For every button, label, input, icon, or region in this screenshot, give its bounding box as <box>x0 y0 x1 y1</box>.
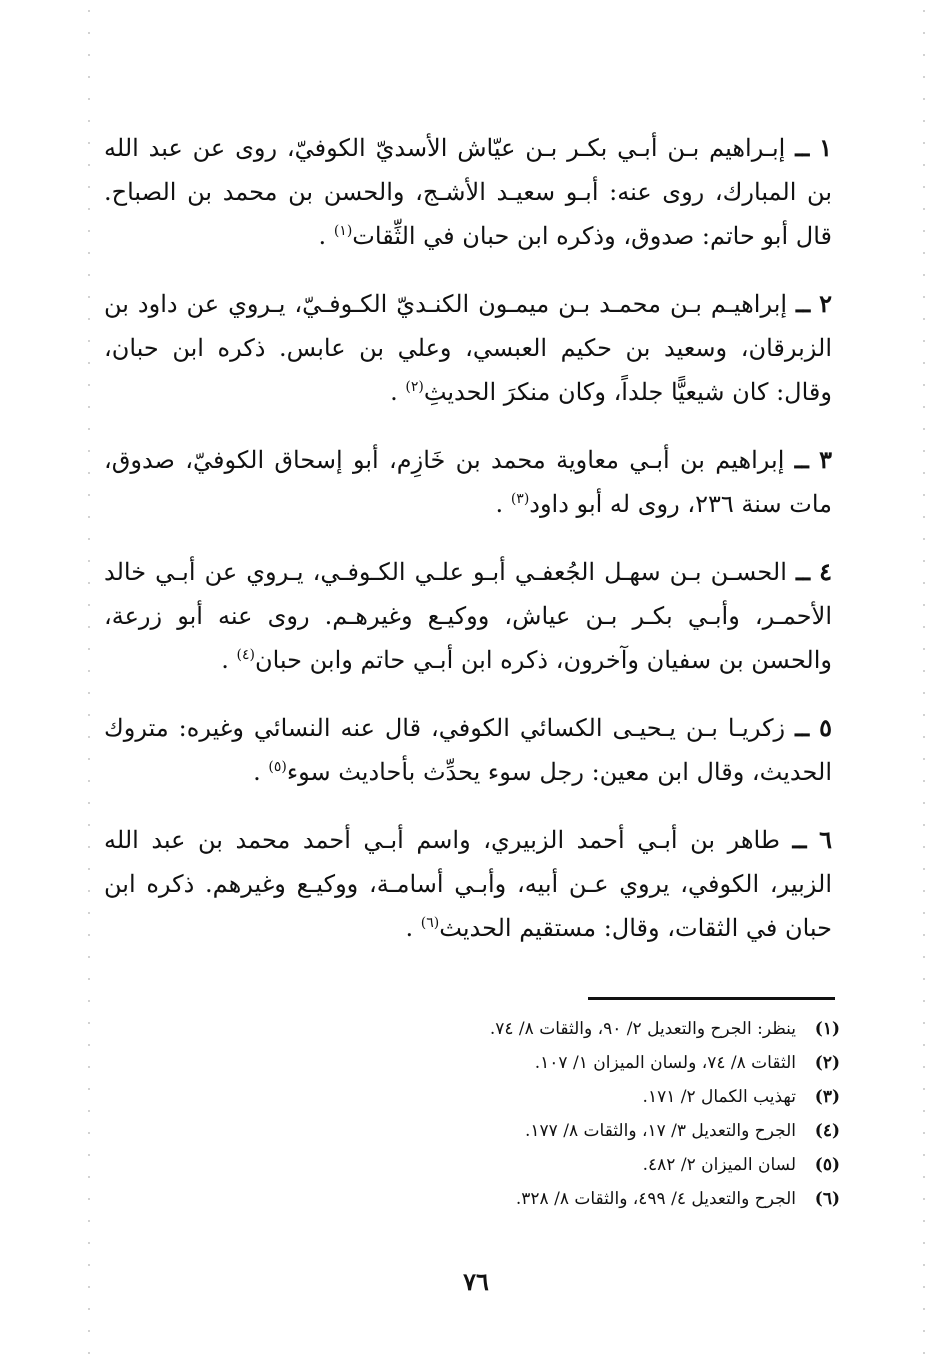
footnote-divider <box>588 997 835 1000</box>
entry-end: . <box>318 222 327 250</box>
entry-number: ٣ <box>819 445 832 474</box>
page-number: ٧٦ <box>463 1267 489 1296</box>
entry-text: إبراهيم بن أبـي معاوية محمد بن خَازِم، أبو إسحاق الكوفيّ، صدوق، مات سنة ٢٣٦، روى له أبو داود <box>104 446 832 518</box>
footnote-item <box>104 1080 840 1114</box>
scan-dotted-margin-right <box>923 0 925 1361</box>
entry-text: الحسـن بـن سهـل الجُعفـي أبـو علـي الكـوفـي، يـروي عن أبـي خالد الأحمـر، وأبـي بكـر بـن عياش، ووكيـع وغيرهـم. روى عنه أبو زرعة، والحسن بن سفيان وآخرون، ذكره ابن أبـي حاتم وابن حبان <box>104 558 832 674</box>
entry-4 <box>104 550 832 682</box>
entry-1 <box>104 126 832 258</box>
footnote-text: لسان الميزان ٢/ ٤٨٢. <box>642 1155 796 1175</box>
footnote-reference: (٤) <box>236 647 255 663</box>
main-text-body <box>104 126 832 974</box>
entry-end: . <box>221 646 229 674</box>
footnote-item <box>104 1012 840 1046</box>
entry-separator: ــ <box>795 713 810 742</box>
entry-number: ٤ <box>819 557 832 586</box>
scan-dotted-margin-left <box>88 0 90 1361</box>
entry-number: ٦ <box>819 825 832 854</box>
entry-separator: ــ <box>795 133 810 162</box>
footnote-text: ينظر: الجرح والتعديل ٢/ ٩٠، والثقات ٨/ ٧٤. <box>489 1019 796 1039</box>
footnote-item <box>104 1114 840 1148</box>
footnote-number: (٣) <box>814 1087 840 1107</box>
footnote-text: تهذيب الكمال ٢/ ١٧١. <box>642 1087 796 1107</box>
footnote-item <box>104 1046 840 1080</box>
footnote-text: الثقات ٨/ ٧٤، ولسان الميزان ١/ ١٠٧. <box>534 1053 796 1073</box>
entry-6 <box>104 818 832 950</box>
footnote-number: (٤) <box>814 1121 840 1141</box>
entry-number: ٢ <box>819 289 832 318</box>
entry-3 <box>104 438 832 526</box>
footnote-reference: (٢) <box>405 379 424 395</box>
footnote-item <box>104 1182 840 1216</box>
footnote-text: الجرح والتعديل ٣/ ١٧، والثقات ٨/ ١٧٧. <box>525 1121 796 1141</box>
footnote-text: الجرح والتعديل ٤/ ٤٩٩، والثقات ٨/ ٣٢٨. <box>515 1189 796 1209</box>
entry-end: . <box>390 378 398 406</box>
entry-text: طاهر بن أبـي أحمد الزبيري، واسم أبـي أحمد محمد بن عبد الله الزبير، الكوفي، يروي عـن أبيه، وأبـي أسامـة، ووكيـع وغيرهم. ذكره ابن حبان في الثقات، وقال: مستقيم الحديث <box>104 826 832 942</box>
entry-number: ١ <box>819 133 832 162</box>
footnote-reference: (٦) <box>420 915 440 931</box>
entry-text: إبـراهيم بـن أبـي بكـر بـن عيّاش الأسديّ الكوفيّ، روى عن عبد الله بن المبارك، روى عنه: أبـو سعيـد الأشـج، والحسن بن محمد بن الصباح. قال أبو حاتم: صدوق، وذكره ابن حبان في الثِّقات <box>104 134 832 250</box>
entry-end: . <box>495 490 504 518</box>
entry-separator: ــ <box>796 289 811 318</box>
entry-5 <box>104 706 832 794</box>
footnote-number: (٥) <box>814 1155 840 1175</box>
footnote-reference: (٥) <box>268 759 287 775</box>
entry-end: . <box>405 914 414 942</box>
entry-text: إبراهيـم بـن محمـد بـن ميمـون الكنـديّ الكـوفـيّ، يـروي عن داود بن الزبرقان، وسعيد بن حكيم العبسي، وعلي بن عابس. ذكره ابن حبان، وقال: كان شيعيًّا جلداً، وكان منكرَ الحديثِ <box>104 290 833 406</box>
footnote-number: (٦) <box>814 1189 840 1209</box>
entry-2 <box>104 282 832 414</box>
entry-separator: ــ <box>792 825 807 854</box>
footnote-number: (٢) <box>814 1053 840 1073</box>
entry-separator: ــ <box>795 557 811 586</box>
entry-number: ٥ <box>819 713 832 742</box>
entry-end: . <box>253 758 261 786</box>
footnote-number: (١) <box>814 1019 840 1039</box>
entry-text: زكريـا بـن يـحيـى الكسائي الكوفي، قال عنه النسائي وغيره: متروك الحديث، وقال ابن معين: رجل سوء يحدِّث بأحاديث سوء <box>104 714 832 786</box>
footnotes-list <box>104 1012 840 1216</box>
entry-separator: ــ <box>794 445 809 474</box>
footnote-reference: (١) <box>333 223 353 239</box>
footnote-reference: (٣) <box>510 491 530 507</box>
footnote-item <box>104 1148 840 1182</box>
